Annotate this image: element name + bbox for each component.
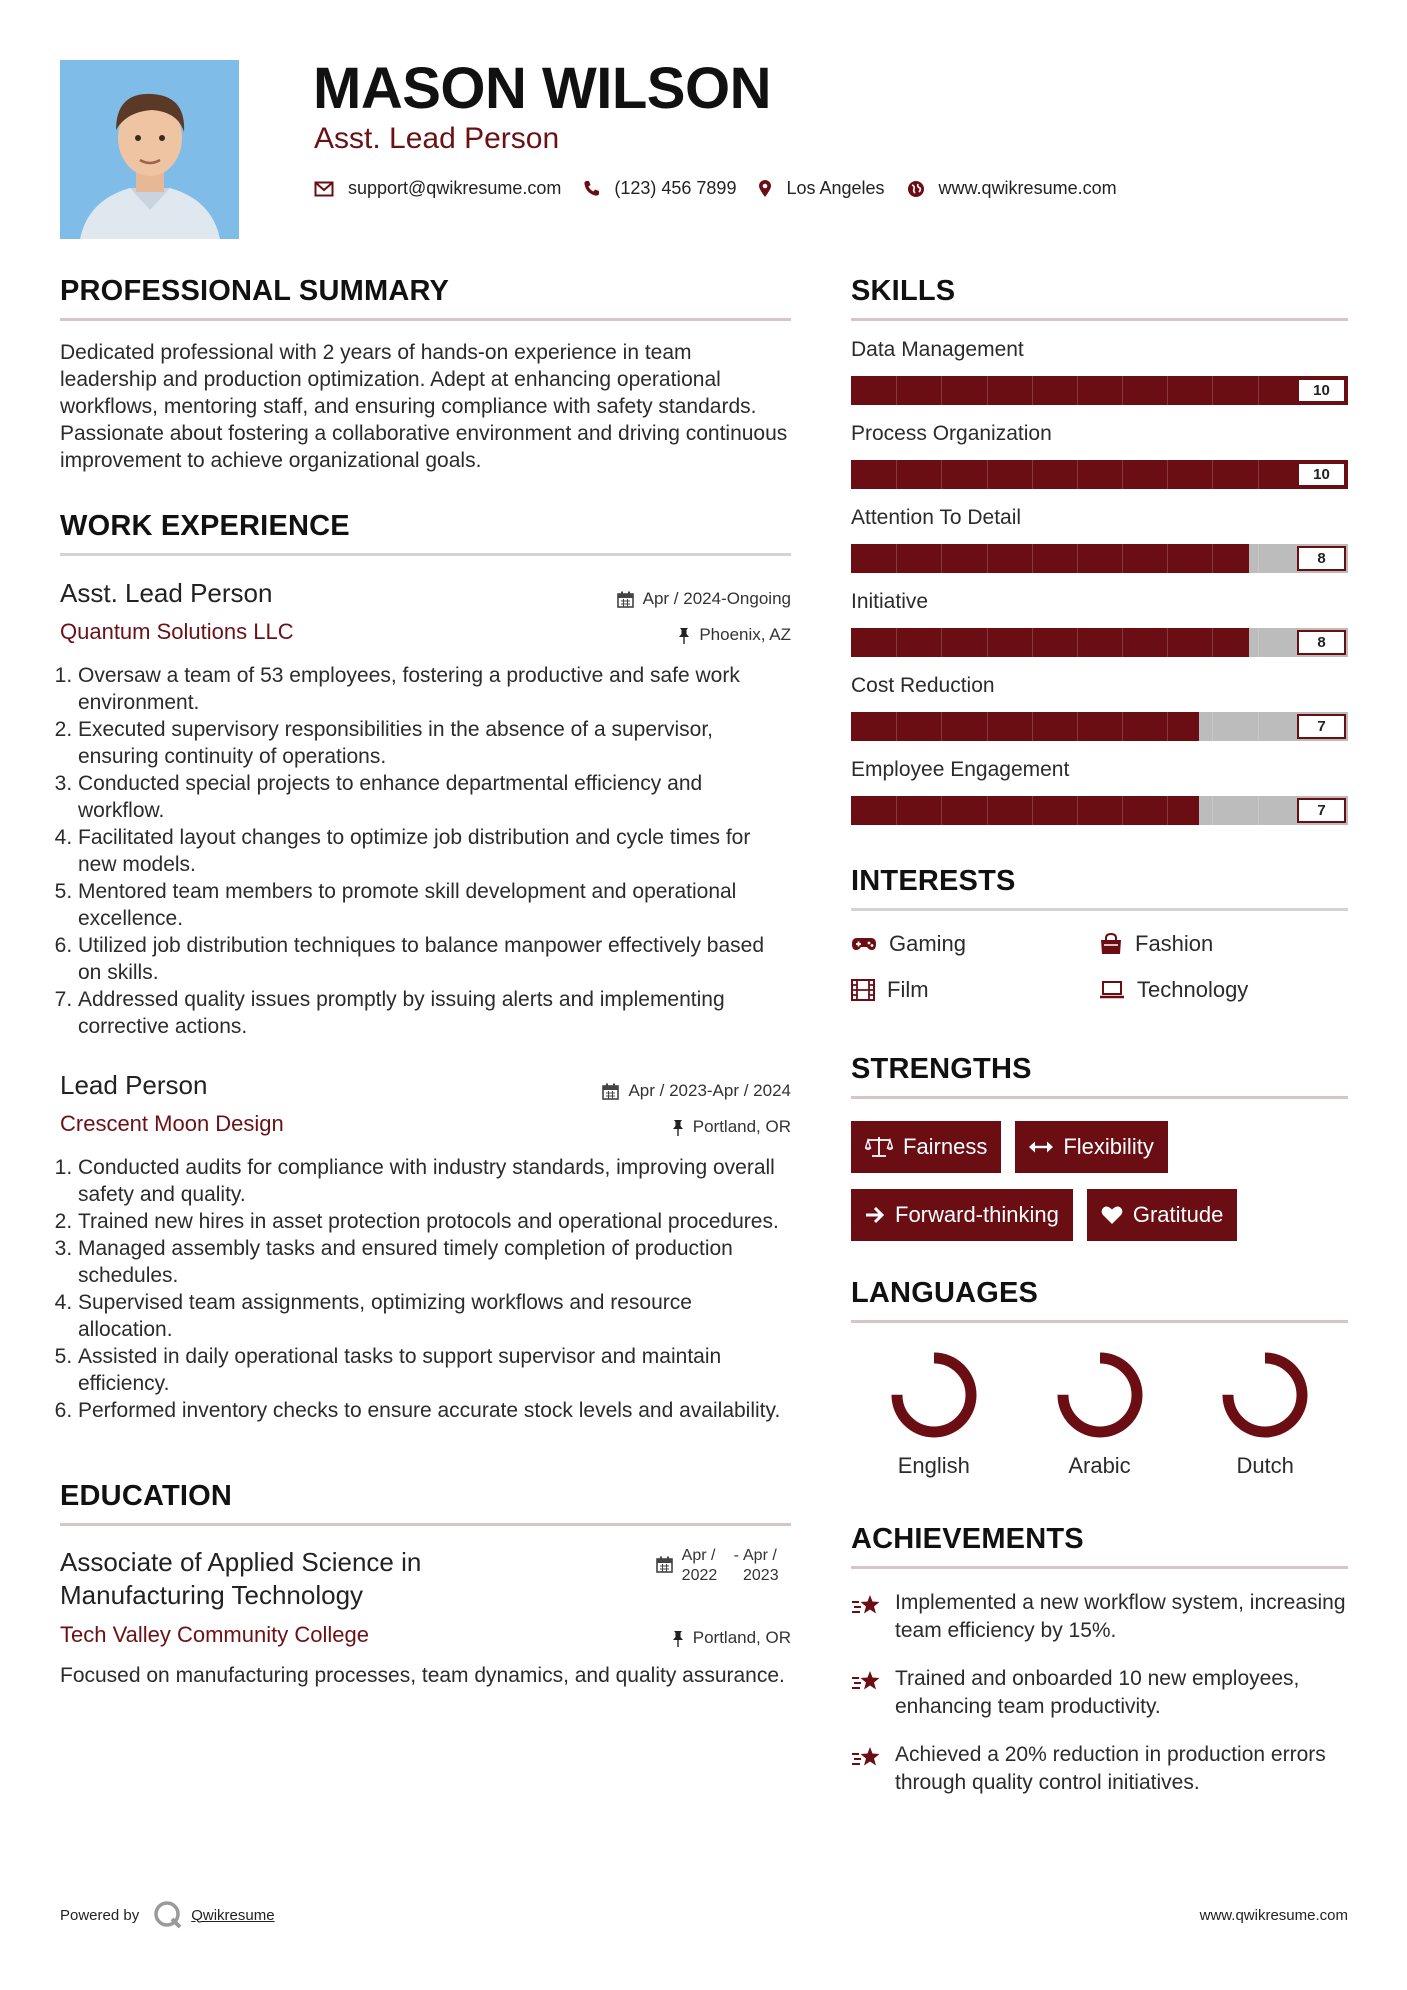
skill-bar-tick xyxy=(1122,712,1123,741)
skill-bar-tick xyxy=(987,460,988,489)
skill-score: 8 xyxy=(1297,630,1346,655)
arrows-horizontal-icon xyxy=(1029,1140,1053,1154)
skill-bar-tick xyxy=(1122,460,1123,489)
website-text: www.qwikresume.com xyxy=(938,178,1117,198)
skill-bar-tick xyxy=(1167,628,1168,657)
skill-bar-tick xyxy=(941,796,942,825)
skill-bar-tick xyxy=(896,796,897,825)
interests-heading: INTERESTS xyxy=(851,865,1348,911)
shopping-bag-icon xyxy=(1099,933,1123,955)
list-item: 2. Executed supervisory responsibilities in the absence of a supervisor, ensuring continuity of operations. xyxy=(78,716,791,770)
achievement-item: Implemented a new workflow system, increasing team efficiency by 15%. xyxy=(851,1589,1348,1645)
laptop-icon xyxy=(1099,981,1125,999)
languages-list xyxy=(851,1347,1348,1479)
skill-item xyxy=(851,338,1348,405)
skill-bar-tick xyxy=(1032,628,1033,657)
skill-bar-tick xyxy=(987,628,988,657)
skill-bar-tick xyxy=(896,628,897,657)
achievements-heading: ACHIEVEMENTS xyxy=(851,1523,1348,1569)
skill-score: 8 xyxy=(1297,546,1346,571)
film-icon xyxy=(851,979,875,1001)
star-icon xyxy=(851,1593,881,1619)
footer-website[interactable]: www.qwikresume.com xyxy=(1199,1906,1348,1924)
contact-bar xyxy=(314,178,1139,199)
skill-bar-tick xyxy=(1212,796,1213,825)
pushpin-icon xyxy=(672,1119,684,1136)
skill-bar-tick xyxy=(1212,712,1213,741)
skill-bar-tick xyxy=(1077,376,1078,405)
skill-bar-tick xyxy=(1122,628,1123,657)
gamepad-icon xyxy=(851,936,877,952)
scale-icon xyxy=(865,1136,893,1158)
interest-item: Technology xyxy=(1099,977,1348,1003)
brand-link[interactable]: Qwikresume xyxy=(191,1906,275,1924)
job-date: Apr / 2023-Apr / 2024 xyxy=(602,1081,791,1101)
skill-item xyxy=(851,422,1348,489)
language-ring xyxy=(1052,1347,1148,1443)
skill-bar-fill xyxy=(851,712,1199,741)
education-location: Portland, OR xyxy=(672,1628,791,1648)
skill-bar-tick xyxy=(1212,628,1213,657)
strengths-list xyxy=(851,1121,1348,1257)
job-entry xyxy=(60,578,791,1040)
education-entry xyxy=(60,1546,791,1689)
list-item: 1. Conducted audits for compliance with industry standards, improving overall safety and quality. xyxy=(78,1154,791,1208)
skill-bar-tick xyxy=(987,796,988,825)
calendar-icon xyxy=(656,1556,673,1573)
skill-bar-tick xyxy=(1212,544,1213,573)
arrow-right-icon xyxy=(865,1206,885,1224)
skill-bar-tick xyxy=(987,376,988,405)
interests-list xyxy=(851,931,1348,1003)
phone-text: (123) 456 7899 xyxy=(614,178,737,198)
strengths-heading: STRENGTHS xyxy=(851,1053,1348,1099)
list-item: 6. Utilized job distribution techniques to balance manpower effectively based on skills. xyxy=(78,932,791,986)
powered-by: Powered by Qwikresume xyxy=(60,1900,275,1930)
list-item: 5. Assisted in daily operational tasks to support supervisor and maintain efficiency. xyxy=(78,1343,791,1397)
skill-score: 10 xyxy=(1297,462,1346,487)
skill-item xyxy=(851,758,1348,825)
experience-heading: WORK EXPERIENCE xyxy=(60,510,791,556)
list-item: 4. Supervised team assignments, optimizing workflows and resource allocation. xyxy=(78,1289,791,1343)
left-column xyxy=(60,275,791,1689)
skill-bar-tick xyxy=(1258,712,1259,741)
skill-bar-tick xyxy=(1077,460,1078,489)
skill-bar-fill xyxy=(851,376,1348,405)
skill-bar-tick xyxy=(1077,712,1078,741)
skill-bar-fill xyxy=(851,628,1249,657)
footer xyxy=(60,1900,1348,1930)
skill-name: Employee Engagement xyxy=(851,758,1070,781)
globe-icon xyxy=(907,180,925,198)
skill-bar-tick xyxy=(1258,628,1259,657)
skill-bar-tick xyxy=(1258,796,1259,825)
skill-name: Initiative xyxy=(851,590,929,613)
strength-tag: Fairness xyxy=(851,1121,1001,1173)
skill-name: Process Organization xyxy=(851,422,1052,445)
skills-heading: SKILLS xyxy=(851,275,1348,321)
list-item: 4. Facilitated layout changes to optimize job distribution and cycle times for new models. xyxy=(78,824,791,878)
job-title: Asst. Lead Person xyxy=(60,578,273,608)
skill-bar xyxy=(851,712,1348,741)
job-date: Apr / 2024-Ongoing xyxy=(617,589,791,609)
strength-tag: Gratitude xyxy=(1087,1189,1238,1241)
skills-list xyxy=(851,338,1348,825)
language-ring xyxy=(886,1347,982,1443)
strength-tag: Flexibility xyxy=(1015,1121,1167,1173)
skill-item xyxy=(851,506,1348,573)
education-heading: EDUCATION xyxy=(60,1480,791,1526)
list-item: 2. Trained new hires in asset protection protocols and operational procedures. xyxy=(78,1208,791,1235)
skill-bar-tick xyxy=(1122,796,1123,825)
skill-bar-tick xyxy=(941,460,942,489)
skill-bar-tick xyxy=(1212,460,1213,489)
envelope-icon xyxy=(314,181,334,197)
skill-bar-tick xyxy=(941,544,942,573)
skill-bar-tick xyxy=(1032,460,1033,489)
strength-tag: Forward-thinking xyxy=(851,1189,1073,1241)
job-location: Phoenix, AZ xyxy=(678,625,791,645)
skill-bar-tick xyxy=(1032,544,1033,573)
list-item: 5. Mentored team members to promote skill development and operational excellence. xyxy=(78,878,791,932)
interest-item: Fashion xyxy=(1099,931,1348,957)
education-date: Apr / 2022 - Apr / 2023 xyxy=(656,1546,791,1586)
candidate-name: MASON WILSON xyxy=(313,56,771,121)
calendar-icon xyxy=(602,1083,619,1100)
job-entry xyxy=(60,1070,791,1424)
list-item: 1. Oversaw a team of 53 employees, fostering a productive and safe work environment. xyxy=(78,662,791,716)
skill-bar-tick xyxy=(1077,628,1078,657)
achievement-item: Achieved a 20% reduction in production errors through quality control initiatives. xyxy=(851,1741,1348,1797)
skill-name: Attention To Detail xyxy=(851,506,1022,529)
list-item: 3. Conducted special projects to enhance departmental efficiency and workflow. xyxy=(78,770,791,824)
skill-bar-tick xyxy=(1077,544,1078,573)
skill-bar-fill xyxy=(851,460,1348,489)
contact-email[interactable] xyxy=(314,178,561,199)
language-item xyxy=(1182,1347,1348,1479)
degree-title: Associate of Applied Science in Manufacturing Technology xyxy=(60,1547,422,1610)
skill-bar-tick xyxy=(1032,712,1033,741)
language-level-arc xyxy=(1063,1358,1137,1432)
skill-item xyxy=(851,674,1348,741)
company-name: Crescent Moon Design xyxy=(60,1111,284,1136)
skill-bar-tick xyxy=(1167,712,1168,741)
skill-item xyxy=(851,590,1348,657)
job-bullets xyxy=(60,1154,791,1424)
skill-bar-tick xyxy=(1258,460,1259,489)
language-ring xyxy=(1217,1347,1313,1443)
skill-bar-tick xyxy=(1167,376,1168,405)
pushpin-icon xyxy=(672,1630,684,1647)
language-label: Dutch xyxy=(1236,1453,1294,1478)
skill-score: 7 xyxy=(1297,798,1346,823)
qwikresume-logo-icon xyxy=(153,1900,183,1930)
skill-bar-tick xyxy=(941,712,942,741)
skill-bar-tick xyxy=(1122,544,1123,573)
interest-item: Film xyxy=(851,977,1099,1003)
education-description: Focused on manufacturing processes, team dynamics, and quality assurance. xyxy=(60,1664,785,1687)
skill-bar-tick xyxy=(1258,376,1259,405)
skill-bar-tick xyxy=(896,544,897,573)
skill-bar-tick xyxy=(1258,544,1259,573)
skill-bar xyxy=(851,376,1348,405)
summary-text: Dedicated professional with 2 years of hands-on experience in team leadership and production optimization. Adept at enhancing operational workflows, mentoring staff, and ensuring compliance with safety standards. Passionate about fostering a collaborative environment and driving continuous improvement to achieve organizational goals. xyxy=(60,341,788,472)
skill-bar-tick xyxy=(1167,796,1168,825)
skill-bar-tick xyxy=(1032,376,1033,405)
calendar-icon xyxy=(617,591,634,608)
skill-bar-tick xyxy=(941,628,942,657)
skill-bar-fill xyxy=(851,796,1199,825)
skill-name: Data Management xyxy=(851,338,1024,361)
skill-bar-tick xyxy=(1122,376,1123,405)
languages-heading: LANGUAGES xyxy=(851,1277,1348,1323)
email-text: support@qwikresume.com xyxy=(348,178,562,198)
skill-bar-tick xyxy=(1077,796,1078,825)
interest-item: Gaming xyxy=(851,931,1099,957)
achievements-list xyxy=(851,1589,1348,1797)
skill-bar-tick xyxy=(987,712,988,741)
language-level-arc xyxy=(897,1358,971,1432)
skill-bar xyxy=(851,796,1348,825)
job-location: Portland, OR xyxy=(672,1117,791,1137)
job-bullets xyxy=(60,662,791,1040)
skill-name: Cost Reduction xyxy=(851,674,995,697)
language-item xyxy=(851,1347,1017,1479)
achievement-item: Trained and onboarded 10 new employees, enhancing team productivity. xyxy=(851,1665,1348,1721)
skill-bar-tick xyxy=(1167,544,1168,573)
summary-heading: PROFESSIONAL SUMMARY xyxy=(60,275,791,321)
candidate-title: Asst. Lead Person xyxy=(314,122,560,155)
list-item: 6. Performed inventory checks to ensure accurate stock levels and availability. xyxy=(78,1397,791,1424)
skill-bar-tick xyxy=(1167,460,1168,489)
pushpin-icon xyxy=(678,627,690,644)
skill-score: 10 xyxy=(1297,378,1346,403)
skill-bar-tick xyxy=(987,544,988,573)
skill-bar-tick xyxy=(896,712,897,741)
school-name: Tech Valley Community College xyxy=(60,1622,369,1647)
map-pin-icon xyxy=(758,179,772,198)
heart-icon xyxy=(1101,1205,1123,1225)
phone-icon xyxy=(583,180,600,197)
profile-photo xyxy=(60,60,239,239)
contact-location xyxy=(758,178,884,199)
job-title: Lead Person xyxy=(60,1070,208,1100)
right-column xyxy=(851,275,1348,1797)
star-icon xyxy=(851,1669,881,1695)
language-label: English xyxy=(897,1453,970,1478)
location-text: Los Angeles xyxy=(786,178,885,198)
list-item: 3. Managed assembly tasks and ensured timely completion of production schedules. xyxy=(78,1235,791,1289)
contact-phone[interactable] xyxy=(583,178,736,199)
skill-bar-tick xyxy=(896,376,897,405)
skill-score: 7 xyxy=(1297,714,1346,739)
skill-bar-tick xyxy=(896,460,897,489)
skill-bar xyxy=(851,544,1348,573)
language-level-arc xyxy=(1228,1358,1302,1432)
language-item xyxy=(1017,1347,1183,1479)
skill-bar xyxy=(851,460,1348,489)
skill-bar-tick xyxy=(941,376,942,405)
skill-bar-fill xyxy=(851,544,1249,573)
skill-bar-tick xyxy=(1032,796,1033,825)
skill-bar xyxy=(851,628,1348,657)
contact-website[interactable] xyxy=(907,178,1117,199)
star-icon xyxy=(851,1745,881,1771)
skill-bar-tick xyxy=(1212,376,1213,405)
company-name: Quantum Solutions LLC xyxy=(60,619,294,644)
list-item: 7. Addressed quality issues promptly by issuing alerts and implementing corrective actions. xyxy=(78,986,791,1040)
language-label: Arabic xyxy=(1068,1453,1131,1478)
